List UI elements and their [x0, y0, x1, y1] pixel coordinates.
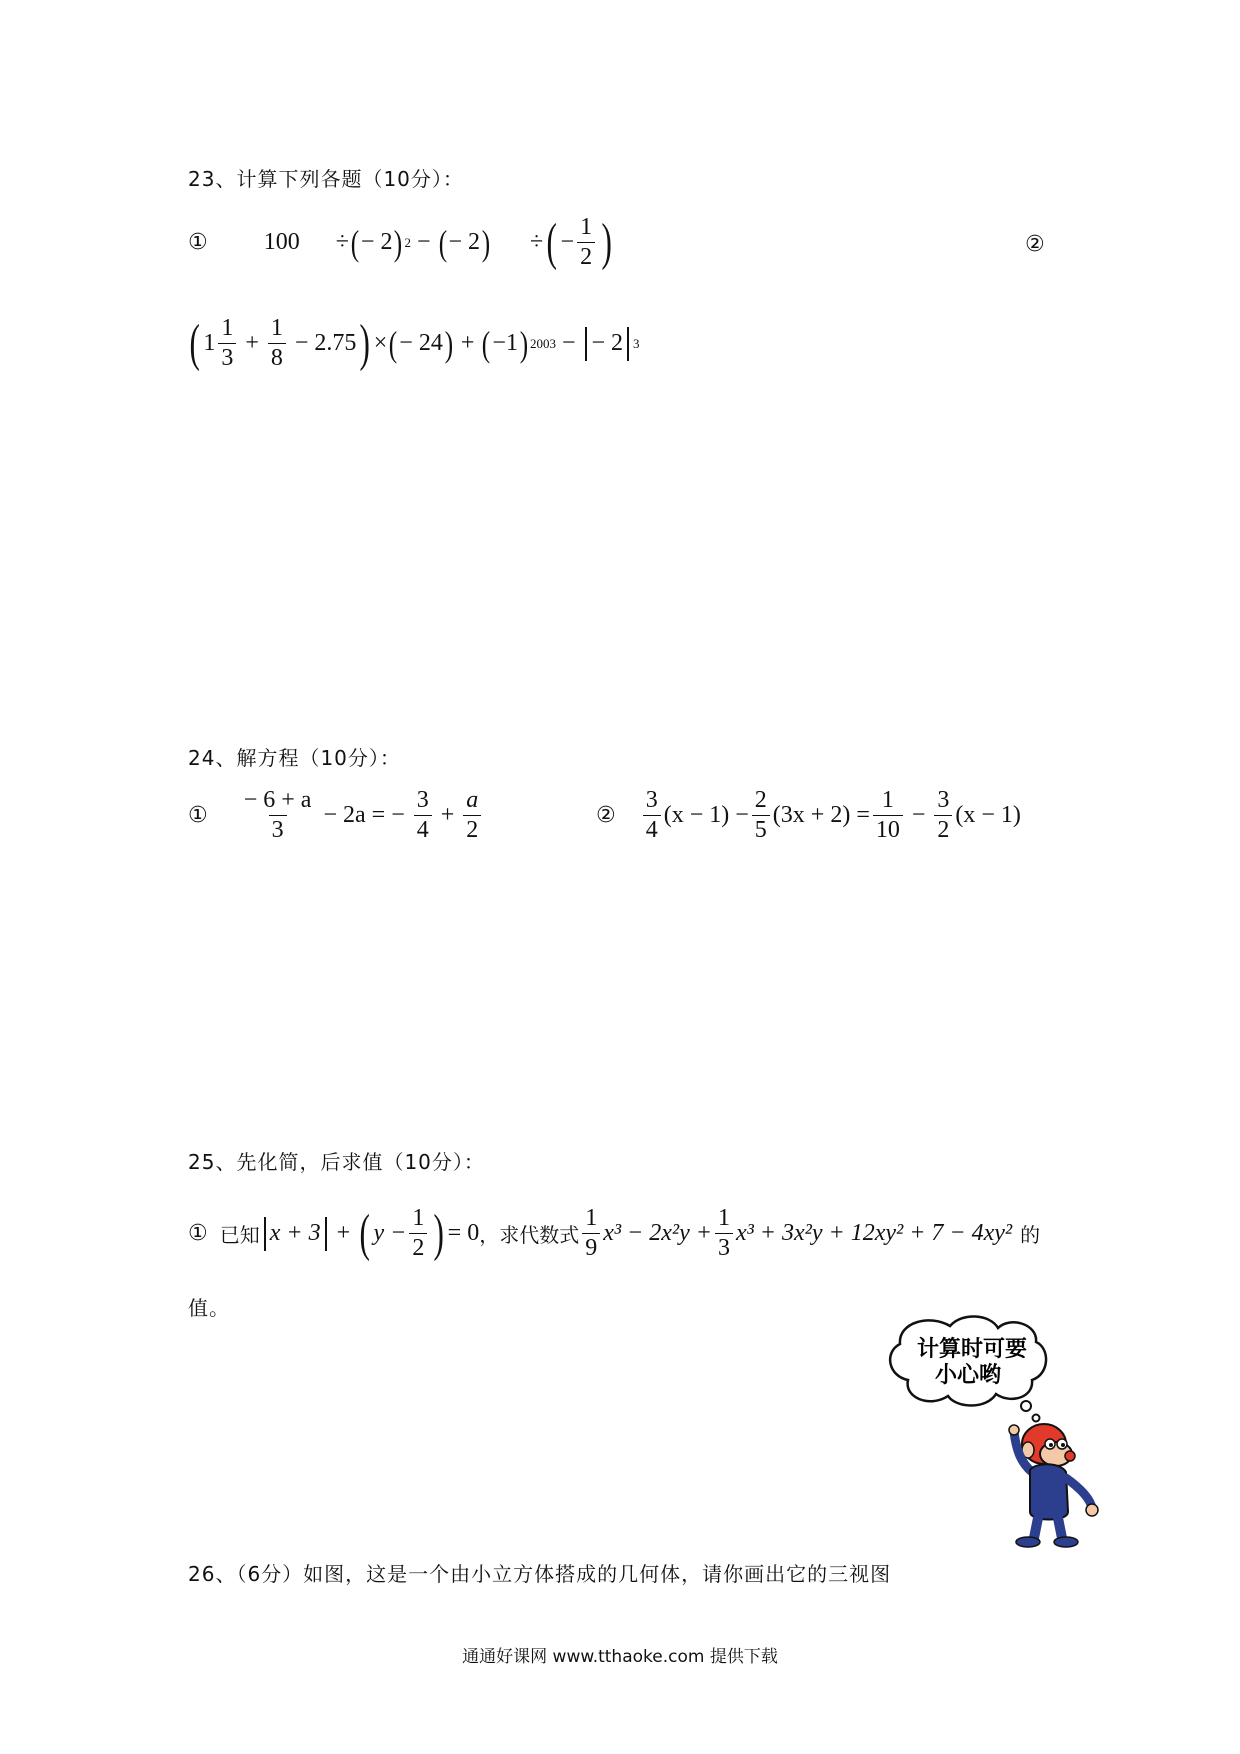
expr1-100: 100 [263, 229, 300, 256]
q25-line: ① 已知 x + 3 + ( y − $\frac{1}{2}$ ) = 0 ，求代数式 $\frac{1}{9}$ x³ − 2x²y + $\frac{1}{3}$ x³ + 3x²y + 12xy² + 7 − 4xy² 的 [188, 1204, 1041, 1262]
q23-marker1: ① [188, 230, 208, 256]
expr1-div2: ÷ [530, 229, 544, 256]
footer-text: 通通好课网 www.tthaoke.com 提供下载 [462, 1647, 778, 1667]
q23-expr1: ① 100 ÷ ( − 2 ) 2 − ( − 2 ) ÷ ( − $\frac{1}{2}$ ) [188, 213, 612, 271]
q23-expr2: ( 1 $\frac{1}{3}$ + $\frac{1}{8}$ − 2.75 ) × ( − 24 ) + ( − 1 ) 2003 − − 2 3 [189, 314, 640, 372]
q24-eq1: ① $\frac{- 6 + a}{3}$ − 2a = − $\frac{3}{4}$ + $\frac{a}{2}$ [188, 788, 484, 843]
q24-eq2: ② $\frac{3}{4}$ (x − 1) − $\frac{2}{5}$ (3x + 2) = $\frac{1}{10}$ − $\frac{3}{2}$ (x − 1) [596, 787, 1021, 844]
expr1-div1: ÷ [335, 229, 349, 256]
q23-marker2: ② [1025, 232, 1045, 257]
cartoon-monkey-illustration [870, 1312, 1110, 1552]
bubble-line1: 计算时可要 [916, 1337, 1028, 1362]
q24-heading: 24、解方程（10分）： [188, 746, 401, 770]
bubble-line2: 小心哟 [934, 1363, 1002, 1388]
q25-value: 值。 [188, 1296, 230, 1320]
q25-heading: 25、先化简，后求值（10分）： [188, 1150, 485, 1174]
q26-heading: 26、（6分）如图，这是一个由小立方体搭成的几何体，请你画出它的三视图 [188, 1562, 892, 1586]
q23-heading: 23、计算下列各题（10分）： [188, 167, 464, 191]
